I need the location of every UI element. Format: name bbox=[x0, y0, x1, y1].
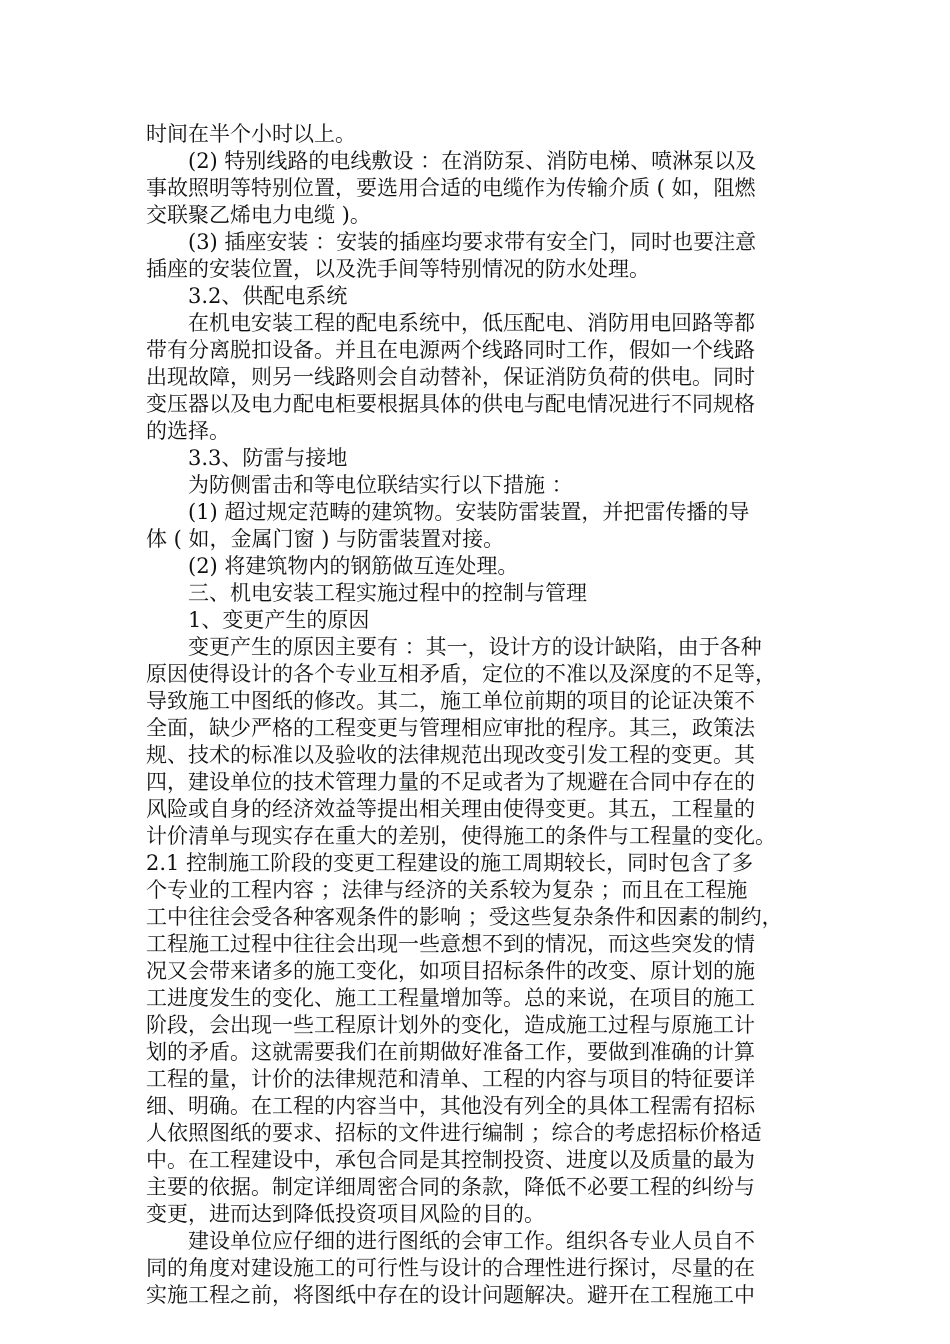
text-line: 人依照图纸的要求、招标的文件进行编制 ；综合的考虑招标价格适 bbox=[146, 1121, 762, 1145]
text-line: 个专业的工程内容 ；法律与经济的关系较为复杂 ；而且在工程施 bbox=[146, 878, 748, 902]
text-line: 四，建设单位的技术管理力量的不足或者为了规避在合同中存在的 bbox=[146, 770, 755, 794]
text-line: 规、技术的标准以及验收的法律规范出现改变引发工程的变更。其 bbox=[146, 743, 755, 767]
text-line: 工程的量，计价的法律规范和清单、工程的内容与项目的特征要详 bbox=[146, 1067, 755, 1091]
text-line: 同的角度对建设施工的可行性与设计的合理性进行探讨，尽量的在 bbox=[146, 1256, 755, 1280]
text-line: 风险或自身的经济效益等提出相关理由使得变更。其五，工程量的 bbox=[146, 797, 755, 821]
text-line: 变更，进而达到降低投资项目风险的目的。 bbox=[146, 1202, 545, 1226]
text-line: 交联聚乙烯电力电缆 )。 bbox=[146, 203, 371, 227]
text-line: 时间在半个小时以上。 bbox=[146, 122, 356, 146]
text-line: 3.3、防雷与接地 bbox=[188, 446, 348, 470]
text-line: 导致施工中图纸的修改。其二，施工单位前期的项目的论证决策不 bbox=[146, 689, 755, 713]
text-line: 工中往往会受各种客观条件的影响 ；受这些复杂条件和因素的制约， bbox=[146, 905, 783, 929]
text-line: 细、明确。在工程的内容当中，其他没有列全的具体工程需有招标 bbox=[146, 1094, 755, 1118]
text-line: (2) 将建筑物内的钢筋做互连处理。 bbox=[188, 554, 519, 578]
text-line: 原因使得设计的各个专业互相矛盾，定位的不准以及深度的不足等， bbox=[146, 662, 776, 686]
text-line: 在机电安装工程的配电系统中，低压配电、消防用电回路等都 bbox=[188, 311, 755, 335]
text-line: 变压器以及电力配电柜要根据具体的供电与配电情况进行不同规格 bbox=[146, 392, 755, 416]
text-line: 变更产生的原因主要有 ：其一，设计方的设计缺陷，由于各种 bbox=[188, 635, 762, 659]
text-line: 1、变更产生的原因 bbox=[188, 608, 370, 632]
text-line: 带有分离脱扣设备。并且在电源两个线路同时工作，假如一个线路 bbox=[146, 338, 755, 362]
text-line: 出现故障，则另一线路则会自动替补，保证消防负荷的供电。同时 bbox=[146, 365, 755, 389]
text-line: 插座的安装位置，以及洗手间等特别情况的防水处理。 bbox=[146, 257, 650, 281]
text-line: 为防侧雷击和等电位联结实行以下措施 ： bbox=[188, 473, 573, 497]
text-line: 工程施工过程中往往会出现一些意想不到的情况，而这些突发的情 bbox=[146, 932, 755, 956]
text-line: 阶段，会出现一些工程原计划外的变化，造成施工过程与原施工计 bbox=[146, 1013, 755, 1037]
body-text bbox=[146, 121, 816, 1309]
text-line: (3) 插座安装 ：安装的插座均要求带有安全门，同时也要注意 bbox=[188, 230, 757, 254]
text-line: 实施工程之前，将图纸中存在的设计问题解决。避开在工程施工中 bbox=[146, 1283, 755, 1307]
text-line: 2.1 控制施工阶段的变更工程建设的施工周期较长，同时包含了多 bbox=[146, 851, 754, 875]
text-line: 主要的依据。制定详细周密合同的条款，降低不必要工程的纠纷与 bbox=[146, 1175, 755, 1199]
text-line: 中。在工程建设中，承包合同是其控制投资、进度以及质量的最为 bbox=[146, 1148, 755, 1172]
text-line: 工进度发生的变化、施工工程量增加等。总的来说，在项目的施工 bbox=[146, 986, 755, 1010]
text-line: (1) 超过规定范畴的建筑物。安装防雷装置，并把雷传播的导 bbox=[188, 500, 750, 524]
text-line: 的选择。 bbox=[146, 419, 230, 443]
text-line: 三、机电安装工程实施过程中的控制与管理 bbox=[188, 581, 587, 605]
text-line: 3.2、供配电系统 bbox=[188, 284, 348, 308]
text-line: 事故照明等特别位置，要选用合适的电缆作为传输介质 ( 如，阻燃 bbox=[146, 176, 756, 200]
text-line: 计价清单与现实存在重大的差别，使得施工的条件与工程量的变化。 bbox=[146, 824, 776, 848]
text-line: (2) 特别线路的电线敷设 ：在消防泵、消防电梯、喷淋泵以及 bbox=[188, 149, 757, 173]
text-line: 划的矛盾。这就需要我们在前期做好准备工作，要做到准确的计算 bbox=[146, 1040, 755, 1064]
text-line: 况又会带来诸多的施工变化，如项目招标条件的改变、原计划的施 bbox=[146, 959, 755, 983]
text-line: 全面，缺少严格的工程变更与管理相应审批的程序。其三，政策法 bbox=[146, 716, 755, 740]
text-line: 体 ( 如，金属门窗 ) 与防雷装置对接。 bbox=[146, 527, 505, 551]
text-line: 建设单位应仔细的进行图纸的会审工作。组织各专业人员自不 bbox=[188, 1229, 755, 1253]
